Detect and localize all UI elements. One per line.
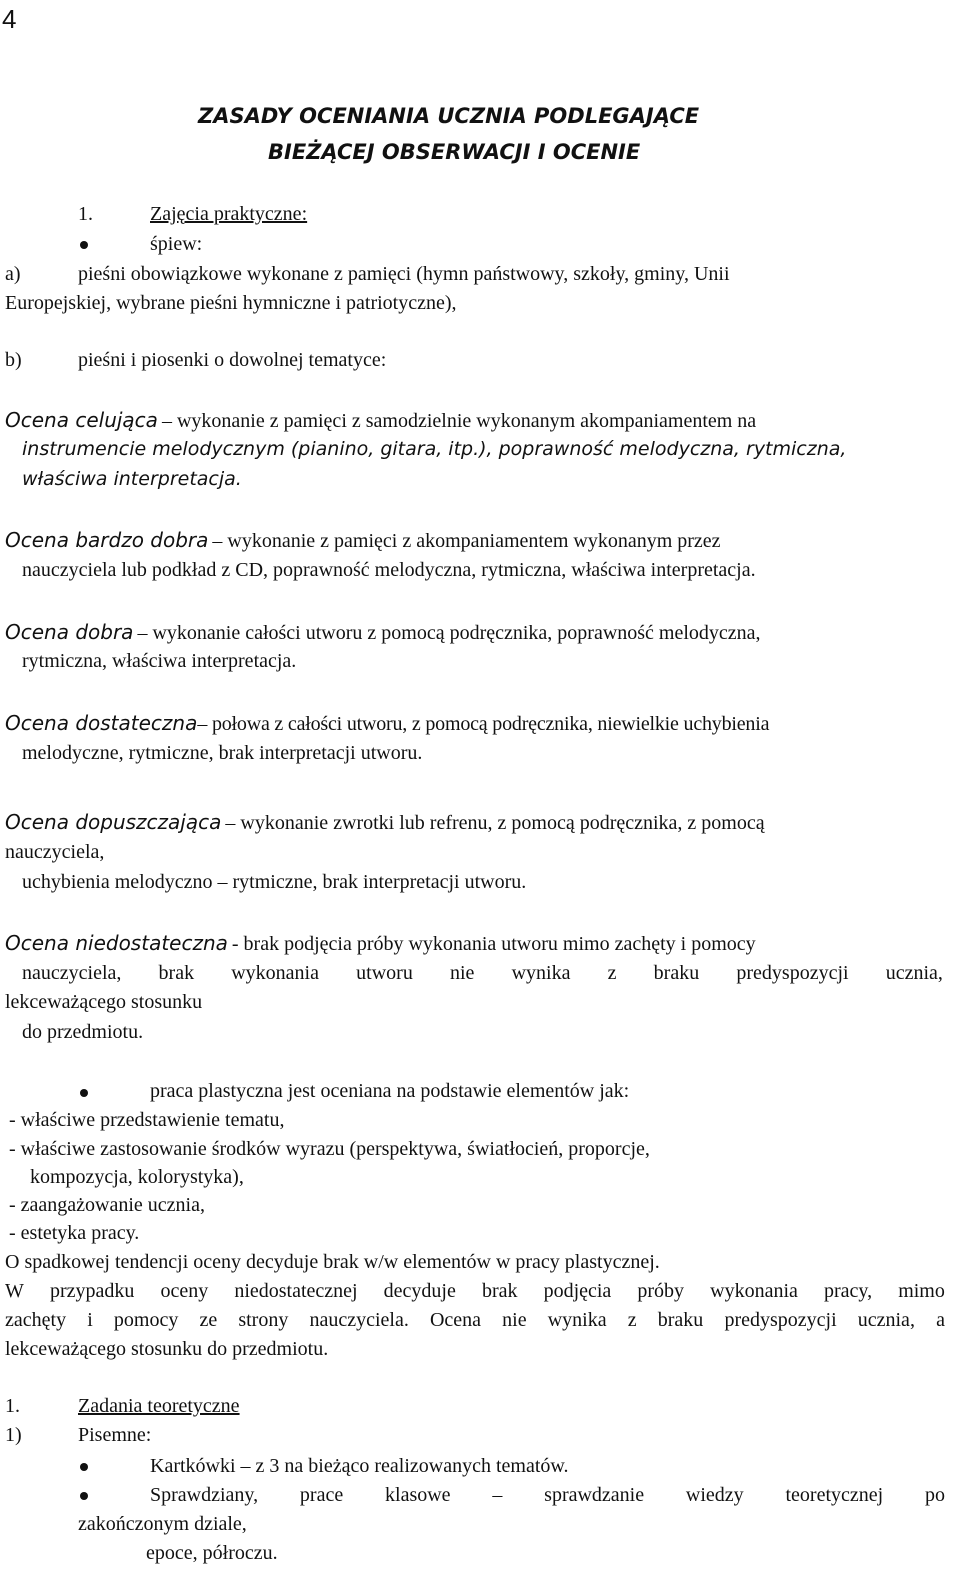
word: podjęcia — [543, 1280, 612, 1302]
word: nauczyciela. — [309, 1309, 409, 1331]
word: braku — [653, 962, 700, 984]
section2-bullet2-line1 — [150, 1485, 945, 1505]
grade-dopuszczajaca-line1: – wykonanie zwrotki lub refrenu, z pomocą podręcznika, z pomocą — [225, 812, 765, 834]
word: nie — [449, 962, 475, 984]
word: zachęty — [5, 1309, 67, 1331]
grade-dobra — [5, 622, 761, 643]
grade-celujaca-label: Ocena celująca — [5, 408, 158, 432]
word: wykonania — [710, 1280, 798, 1302]
grade-bardzo-dobra-label: Ocena bardzo dobra — [5, 528, 209, 552]
art-para1: O spadkowej tendencji oceny decyduje brak w/w elementów w pracy plastycznej. — [5, 1251, 660, 1273]
word: W — [5, 1280, 24, 1302]
item-a-line2: Europejskiej, wybrane pieśni hymniczne i patriotyczne), — [5, 292, 457, 314]
grade-dopuszczajaca-line2: nauczyciela, — [5, 841, 105, 863]
grade-dostateczna — [5, 713, 769, 734]
grade-dobra-line2: rytmiczna, właściwa interpretacja. — [22, 650, 297, 672]
art-para2-line3: lekceważącego stosunku do przedmiotu. — [5, 1338, 329, 1360]
word: klasowe — [385, 1484, 451, 1506]
word: ucznia, — [885, 962, 943, 984]
grade-celujaca-line1: – wykonanie z pamięci z samodzielnie wykonanym akompaniamentem na — [161, 410, 757, 432]
word: próby — [637, 1280, 685, 1302]
bullet-icon — [80, 1089, 88, 1097]
section2-bullet1: Kartkówki – z 3 na bieżąco realizowanych tematów. — [150, 1455, 569, 1477]
grade-niedostateczna-line3: lekceważącego stosunku — [5, 991, 203, 1013]
word: strony — [238, 1309, 289, 1331]
grade-celujaca-line3: właściwa interpretacja. — [22, 468, 242, 490]
word: utworu — [356, 962, 413, 984]
item-b-line1: pieśni i piosenki o dowolnej tematyce: — [78, 349, 387, 371]
word: z — [607, 962, 617, 984]
word: po — [924, 1484, 945, 1506]
grade-niedostateczna-label: Ocena niedostateczna — [5, 931, 228, 955]
word: brak — [481, 1280, 518, 1302]
item-a-label: a) — [5, 263, 21, 285]
grade-celujaca-line2: instrumencie melodycznym (pianino, gitara, itp.), poprawność melodyczna, rytmiczna, — [22, 438, 847, 460]
grade-dopuszczajaca-label: Ocena dopuszczająca — [5, 810, 222, 834]
bullet-icon — [80, 1492, 88, 1500]
grade-bardzo-dobra — [5, 530, 721, 551]
word: niedostatecznej — [234, 1280, 358, 1302]
grade-dostateczna-line2: melodyczne, rytmiczne, brak interpretacji utworu. — [22, 742, 423, 764]
word: nie — [502, 1309, 527, 1331]
grade-niedostateczna — [5, 933, 756, 954]
section1-number: 1. — [78, 203, 93, 225]
word: Sprawdziany, — [150, 1484, 259, 1506]
word: mimo — [898, 1280, 945, 1302]
grade-bardzo-dobra-line1: – wykonanie z pamięci z akompaniamentem wykonanym przez — [212, 530, 721, 552]
art-item-1: - właściwe przedstawienie tematu, — [9, 1109, 285, 1131]
grade-dobra-label: Ocena dobra — [5, 620, 134, 644]
section2-number: 1. — [5, 1395, 20, 1417]
grade-dopuszczajaca-line3: uchybienia melodyczno – rytmiczne, brak interpretacji utworu. — [22, 871, 527, 893]
art-item-4: - estetyka pracy. — [9, 1222, 140, 1244]
grade-dopuszczajaca — [5, 812, 765, 833]
word: wiedzy — [685, 1484, 744, 1506]
grade-niedostateczna-line4: do przedmiotu. — [22, 1021, 144, 1043]
grade-celujaca — [5, 410, 756, 431]
page-number: 4 — [2, 4, 17, 34]
grade-dobra-line1: – wykonanie całości utworu z pomocą podręcznika, poprawność melodyczna, — [137, 622, 761, 644]
art-para2-line2 — [5, 1310, 945, 1330]
section2-heading: Zadania teoretyczne — [78, 1395, 240, 1417]
grade-dostateczna-line1: – połowa z całości utworu, z pomocą podręcznika, niewielkie uchybienia — [197, 713, 770, 735]
word: Ocena — [429, 1309, 482, 1331]
word: nauczyciela, — [22, 962, 122, 984]
word: wynika — [511, 962, 571, 984]
bullet-icon — [80, 1463, 88, 1471]
word: braku — [657, 1309, 704, 1331]
word: sprawdzanie — [544, 1484, 645, 1506]
section1-heading: Zajęcia praktyczne: — [150, 203, 308, 225]
word: predyspozycji — [736, 962, 849, 984]
grade-dostateczna-label: Ocena dostateczna — [5, 711, 198, 735]
section2-bullet2-line3: epoce, półroczu. — [146, 1542, 278, 1564]
word: pomocy — [113, 1309, 179, 1331]
word: predyspozycji — [724, 1309, 837, 1331]
word: ucznia, — [857, 1309, 915, 1331]
bullet-singing: śpiew: — [150, 233, 203, 255]
art-item-2: - właściwe zastosowanie środków wyrazu (perspektywa, światłocień, proporcje, — [9, 1138, 650, 1160]
word: ze — [199, 1309, 218, 1331]
section2-sub-label: 1) — [5, 1424, 22, 1446]
word: wynika — [547, 1309, 607, 1331]
art-item-2-cont: kompozycja, kolorystyka), — [30, 1166, 244, 1188]
word: – — [492, 1484, 503, 1506]
word: wykonania — [231, 962, 319, 984]
word: a — [936, 1309, 945, 1331]
word: przypadku — [49, 1280, 135, 1302]
grade-niedostateczna-line2 — [22, 963, 943, 983]
document-title-line1: ZASADY OCENIANIA UCZNIA PODLEGAJĄCE — [198, 104, 700, 128]
grade-bardzo-dobra-line2: nauczyciela lub podkład z CD, poprawność melodyczna, rytmiczna, właściwa interpretacja. — [22, 559, 756, 581]
item-a-line1: pieśni obowiązkowe wykonane z pamięci (hymn państwowy, szkoły, gminy, Unii — [78, 263, 730, 285]
word: i — [87, 1309, 93, 1331]
word: pracy, — [823, 1280, 873, 1302]
item-b-label: b) — [5, 349, 22, 371]
word: oceny — [160, 1280, 209, 1302]
bullet-icon — [80, 241, 88, 249]
document-title-line2: BIEŻĄCEJ OBSERWACJI I OCENIE — [268, 140, 641, 164]
grade-niedostateczna-line1: - brak podjęcia próby wykonania utworu mimo zachęty i pomocy — [231, 933, 756, 955]
word: decyduje — [383, 1280, 456, 1302]
art-para2-line1 — [5, 1281, 945, 1301]
word: brak — [158, 962, 195, 984]
word: teoretycznej — [785, 1484, 884, 1506]
section2-sub-heading: Pisemne: — [78, 1424, 152, 1446]
art-item-3: - zaangażowanie ucznia, — [9, 1194, 205, 1216]
art-bullet-text: praca plastyczna jest oceniana na podstawie elementów jak: — [150, 1080, 630, 1102]
section2-bullet2-line2: zakończonym dziale, — [78, 1513, 247, 1535]
word: prace — [299, 1484, 344, 1506]
word: z — [627, 1309, 637, 1331]
